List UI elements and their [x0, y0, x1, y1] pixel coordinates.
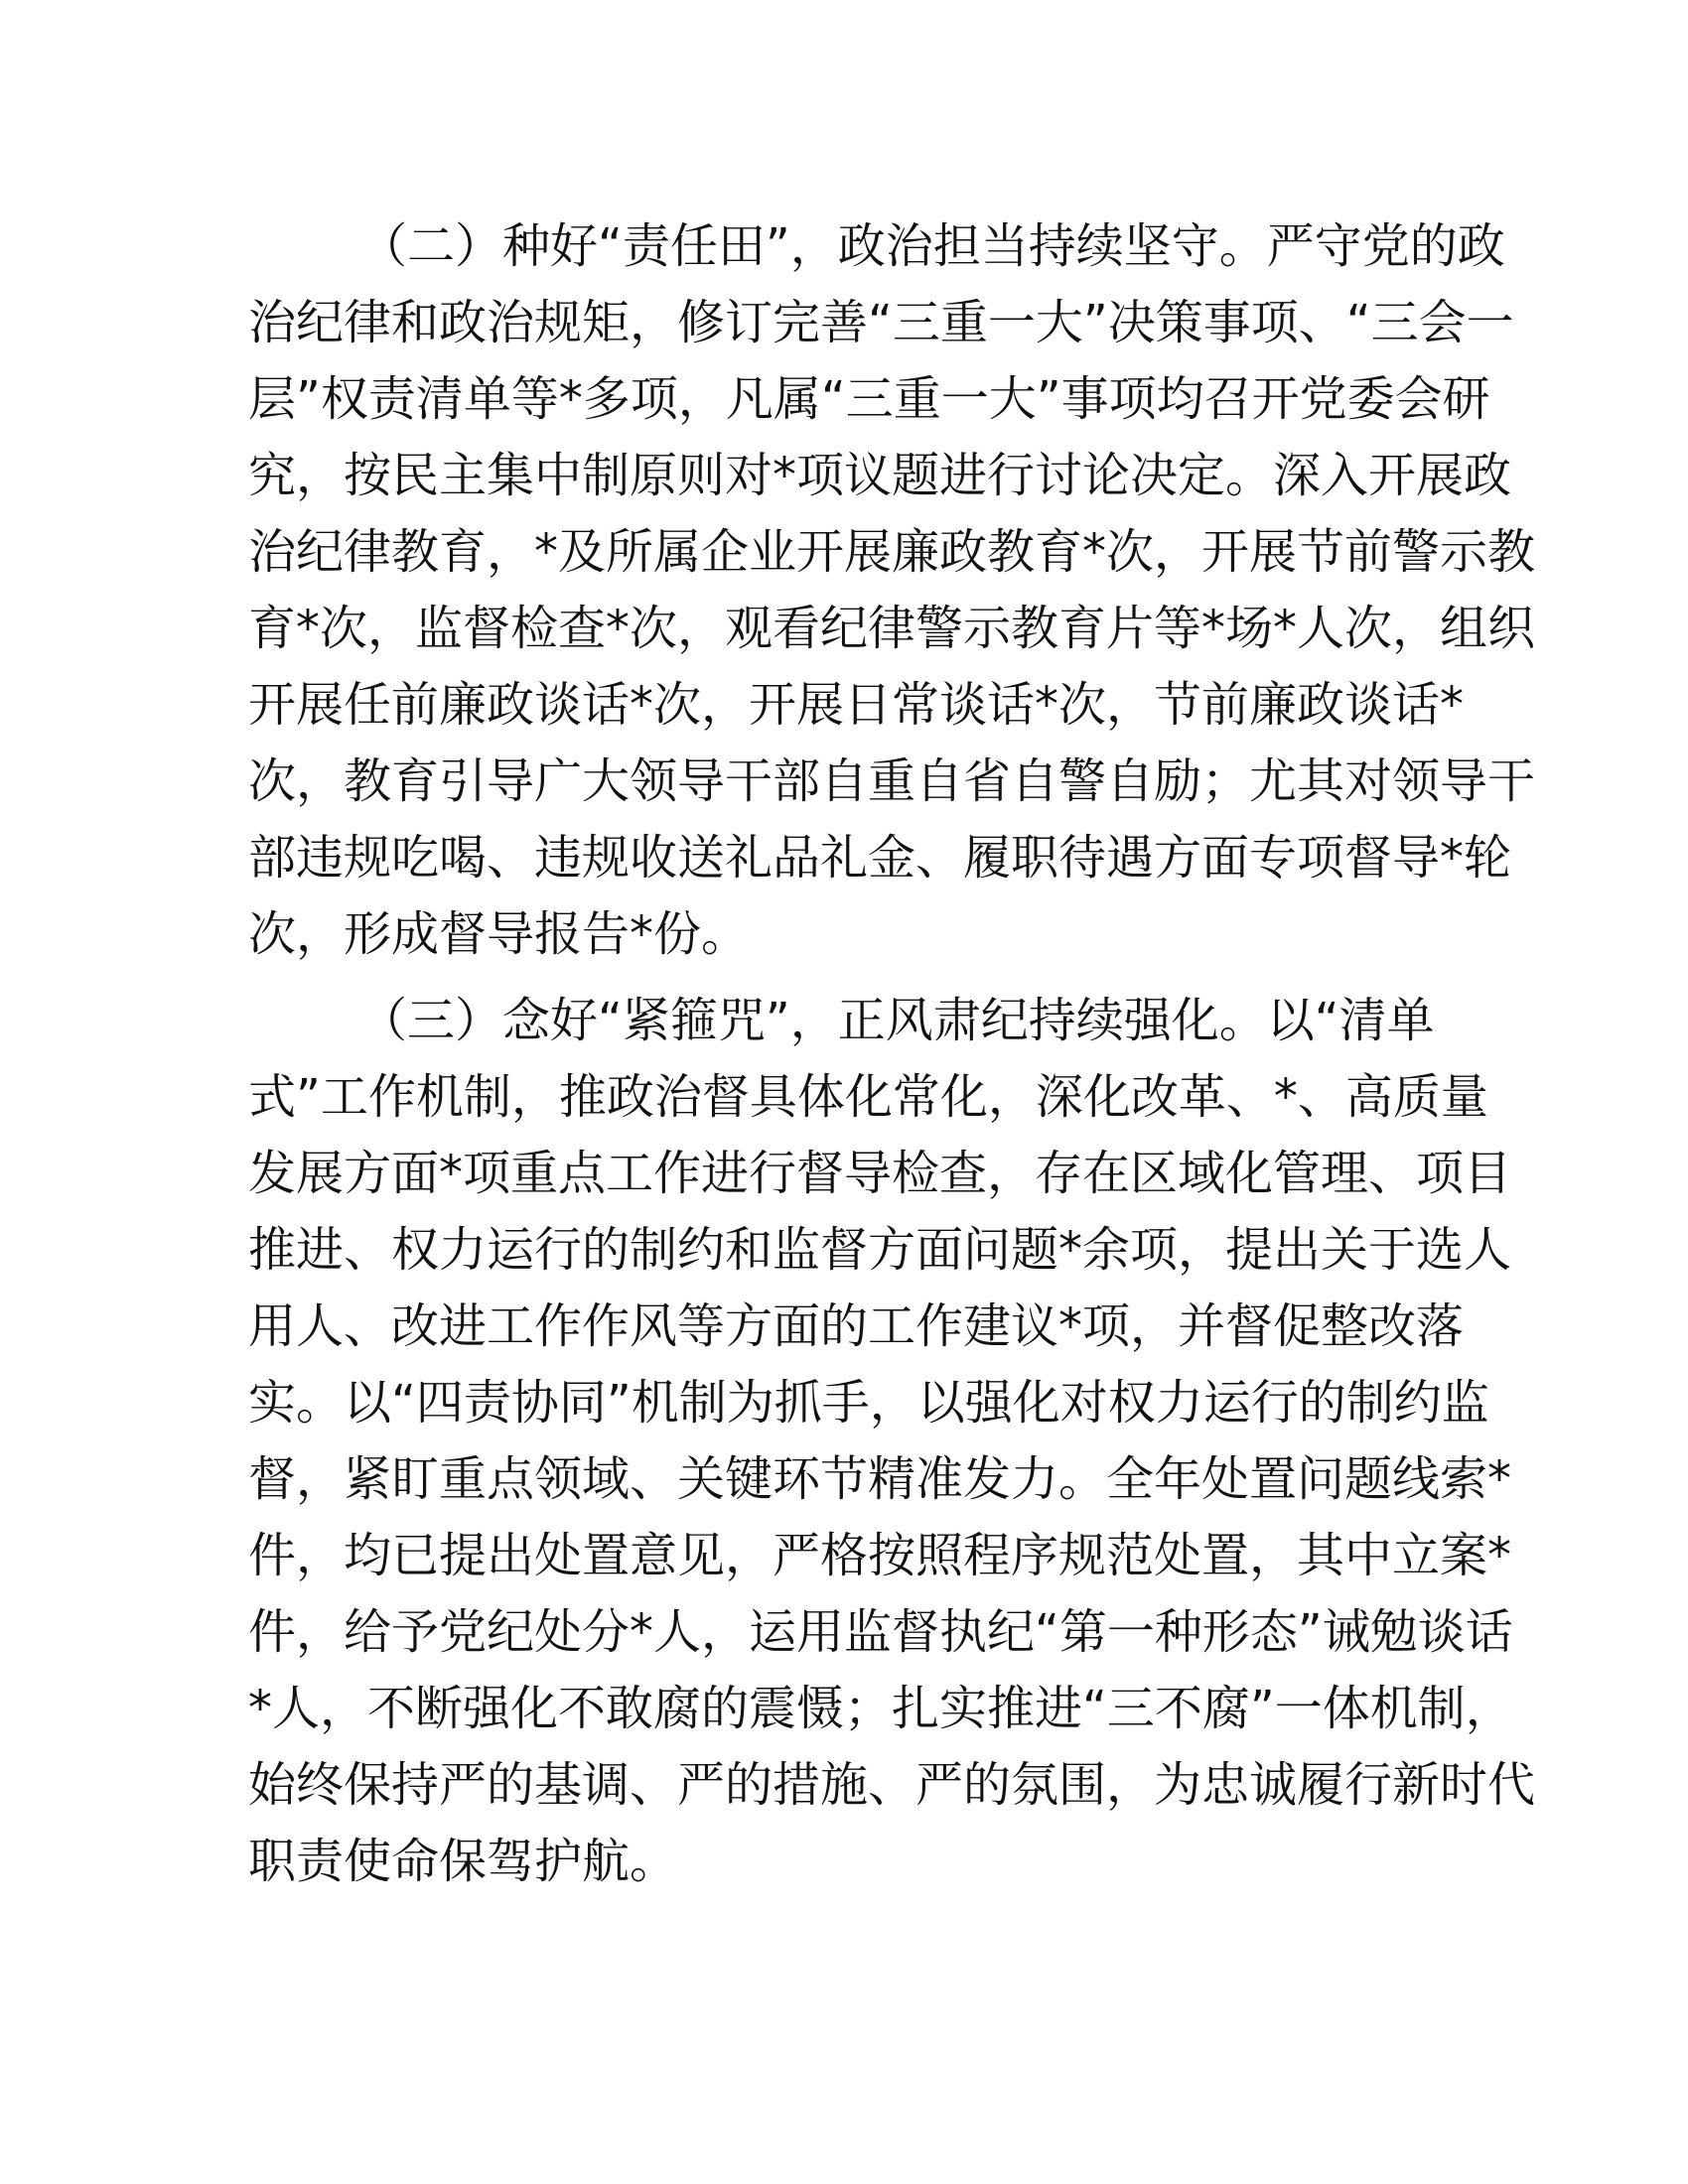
paragraph-line: （三）念好“紧箍咒”，正风肃纪持续强化。以“清单 [359, 993, 1435, 1048]
paragraph-line: （二）种好“责任田”，政治担当持续坚守。严守党的政 [359, 218, 1505, 274]
paragraph-line: 推进、权力运行的制约和监督方面问题*余项，提出关于选人 [248, 1222, 1512, 1278]
paragraph-line: 职责使命保驾护航。 [248, 1834, 678, 1889]
paragraph-line: 部违规吃喝、违规收送礼品礼金、履职待遇方面专项督导*轮 [248, 830, 1512, 886]
paragraph-line: 究，按民主集中制原则对*项议题进行讨论决定。深入开展政 [248, 448, 1512, 503]
paragraph-line: 治纪律和政治规矩，修订完善“三重一大”决策事项、“三会一 [248, 295, 1514, 350]
paragraph-line: 用人、改进工作作风等方面的工作建议*项，并督促整改落 [248, 1298, 1465, 1354]
paragraph-line: 次，教育引导广大领导干部自重自省自警自励；尤其对领导干 [248, 753, 1536, 809]
paragraph-line: 发展方面*项重点工作进行督导检查，存在区域化管理、项目 [248, 1146, 1512, 1201]
paragraph-line: 治纪律教育，*及所属企业开展廉政教育*次，开展节前警示教 [248, 524, 1536, 580]
paragraph-line: 育*次，监督检查*次，观看纪律警示教育片等*场*人次，组织 [248, 601, 1536, 656]
paragraph-line: 开展任前廉政谈话*次，开展日常谈话*次，节前廉政谈话* [248, 677, 1465, 733]
paragraph-line: 层”权责清单等*多项，凡属“三重一大”事项均召开党委会研 [248, 371, 1490, 427]
paragraph-line: *人，不断强化不敢腐的震慑；扎实推进“三不腐”一体机制， [248, 1681, 1513, 1736]
paragraph-line: 件，给予党纪处分*人，运用监督执纪“第一种形态”诫勉谈话 [248, 1604, 1513, 1660]
paragraph-line: 次，形成督导报告*份。 [248, 906, 750, 962]
paragraph-line: 实。以“四责协同”机制为抓手，以强化对权力运行的制约监 [248, 1375, 1489, 1431]
paragraph-line: 督，紧盯重点领域、关键环节精准发力。全年处置问题线索* [248, 1451, 1512, 1507]
paragraph-line: 件，均已提出处置意见，严格按照程序规范处置，其中立案* [248, 1528, 1512, 1583]
paragraph-line: 式”工作机制，推政治督具体化常化，深化改革、*、高质量 [248, 1069, 1488, 1125]
paragraph-line: 始终保持严的基调、严的措施、严的氛围，为忠诚履行新时代 [248, 1757, 1536, 1813]
